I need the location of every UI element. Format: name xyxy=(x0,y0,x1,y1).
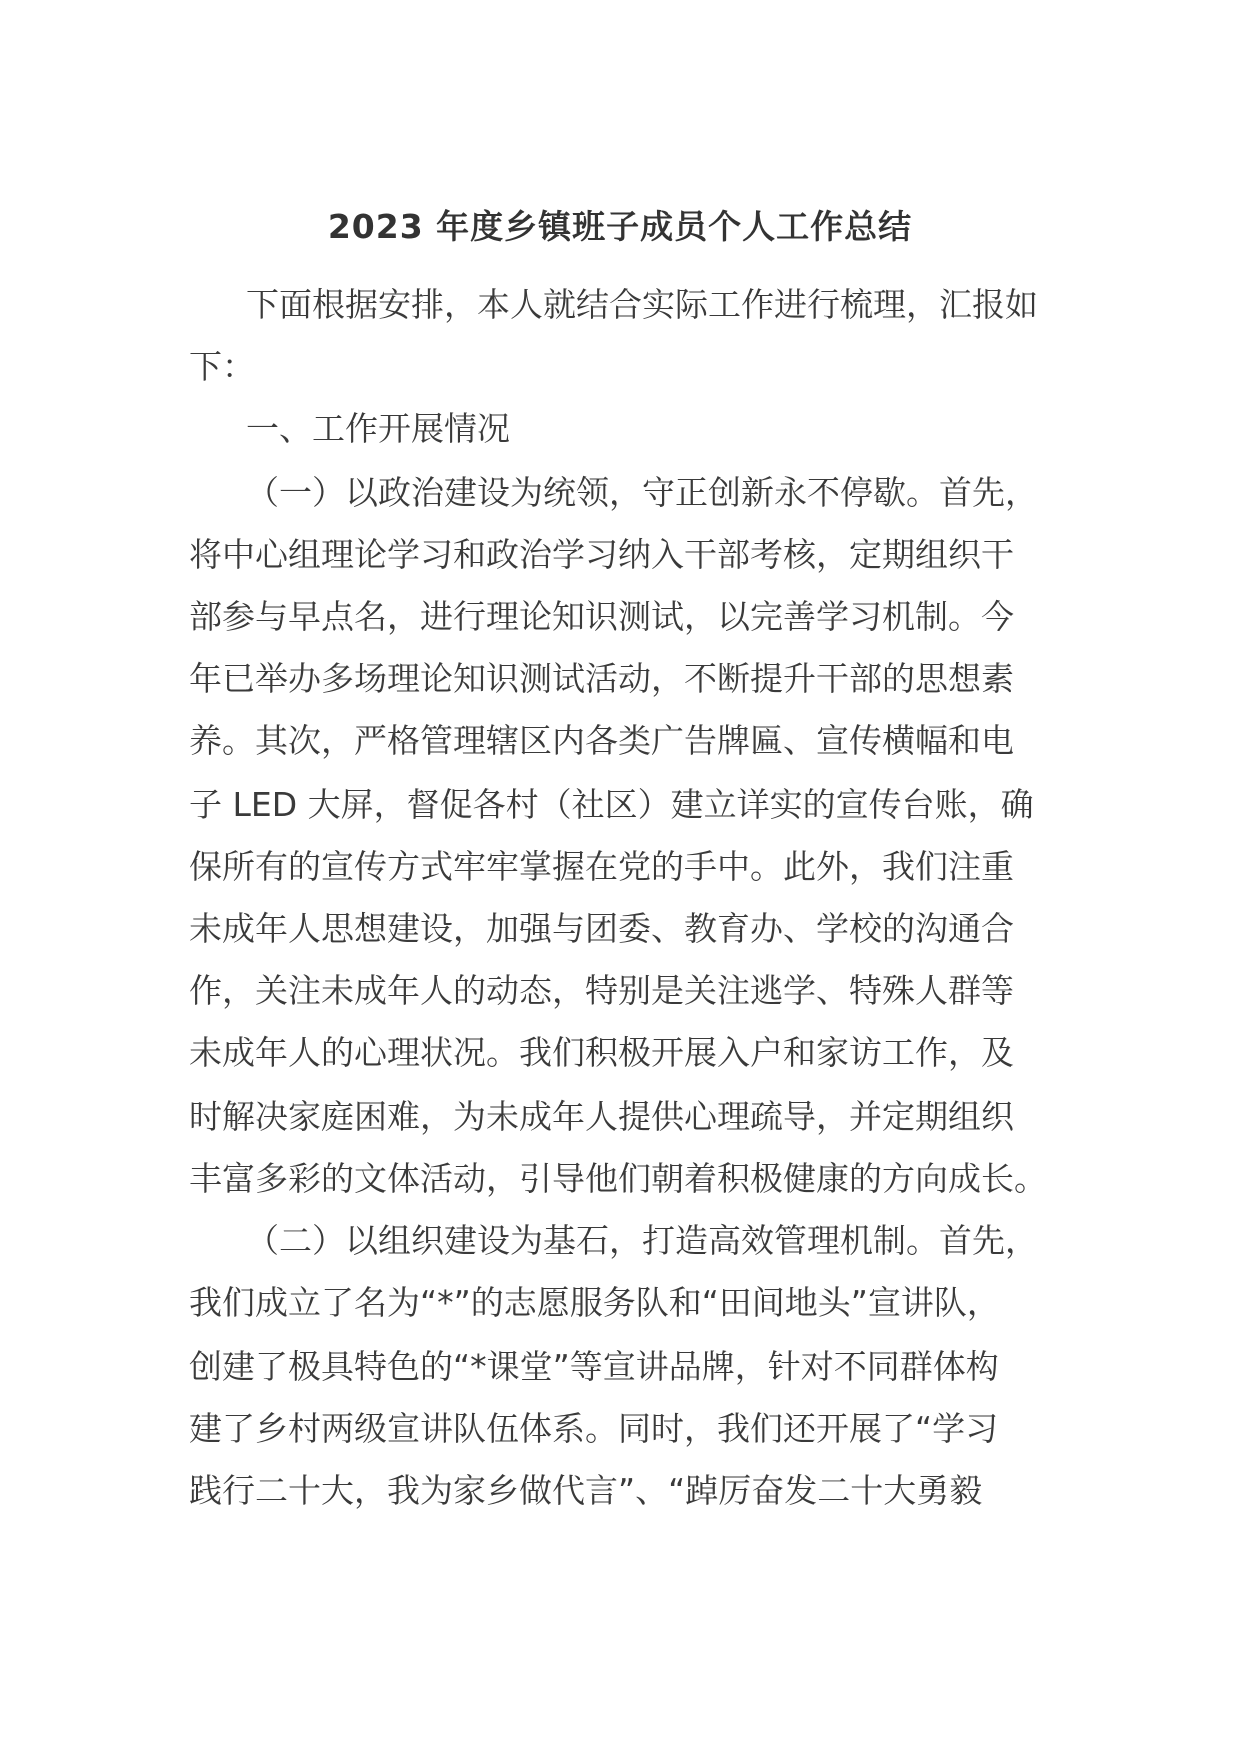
paragraph-line: 作，关注未成年人的动态，特别是关注逃学、特殊人群等 xyxy=(189,971,1014,1010)
paragraph-line: 下面根据安排，本人就结合实际工作进行梳理，汇报如 xyxy=(246,285,1038,324)
paragraph-line: 未成年人的心理状况。我们积极开展入户和家访工作，及 xyxy=(189,1033,1014,1072)
paragraph-line: 未成年人思想建设，加强与团委、教育办、学校的沟通合 xyxy=(189,909,1014,948)
paragraph-line: 我们成立了名为“*”的志愿服务队和“田间地头”宣讲队， xyxy=(189,1283,1000,1322)
paragraph-line: 将中心组理论学习和政治学习纳入干部考核，定期组织干 xyxy=(189,535,1014,574)
paragraph-line: 子 LED 大屏，督促各村（社区）建立详实的宣传台账，确 xyxy=(189,785,1034,824)
document-title: 2023 年度乡镇班子成员个人工作总结 xyxy=(327,207,913,246)
paragraph-line: 践行二十大，我为家乡做代言”、“踔厉奋发二十大勇毅 xyxy=(189,1471,983,1510)
paragraph-line: 时解决家庭困难，为未成年人提供心理疏导，并定期组织 xyxy=(189,1097,1014,1136)
paragraph-line: 建了乡村两级宣讲队伍体系。同时，我们还开展了“学习 xyxy=(189,1409,999,1448)
paragraph-line: 养。其次，严格管理辖区内各类广告牌匾、宣传横幅和电 xyxy=(189,721,1014,760)
paragraph-line: 年已举办多场理论知识测试活动，不断提升干部的思想素 xyxy=(189,659,1014,698)
paragraph-line: （二）以组织建设为基石，打造高效管理机制。首先， xyxy=(246,1221,1038,1260)
paragraph-line: 丰富多彩的文体活动，引导他们朝着积极健康的方向成长。 xyxy=(189,1159,1047,1198)
section-heading: 一、工作开展情况 xyxy=(246,409,510,448)
paragraph-line: 下： xyxy=(189,347,255,386)
paragraph-line: 保所有的宣传方式牢牢掌握在党的手中。此外，我们注重 xyxy=(189,847,1014,886)
paragraph-line: 创建了极具特色的“*课堂”等宣讲品牌，针对不同群体构 xyxy=(189,1347,999,1386)
paragraph-line: 部参与早点名，进行理论知识测试，以完善学习机制。今 xyxy=(189,597,1014,636)
paragraph-line: （一）以政治建设为统领，守正创新永不停歇。首先， xyxy=(246,473,1038,512)
